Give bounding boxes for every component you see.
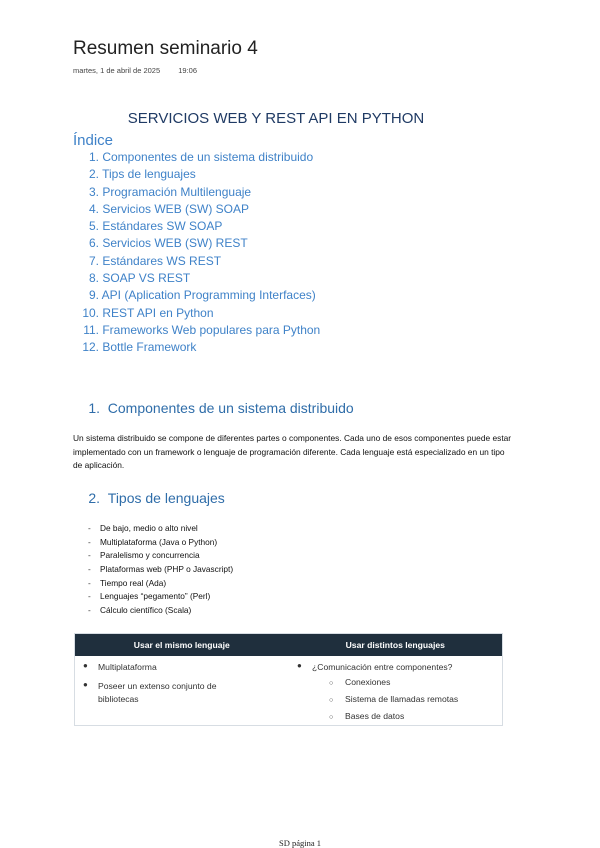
list-item: ● Poseer un extenso conjunto de bibliotecas	[83, 680, 217, 704]
section-1-paragraph: Un sistema distribuido se compone de diferentes partes o componentes. Cada uno de esos componentes puede estar implementado con un framework o lenguaje de programación diferente. Cada lenguaje está especializado en un tipo de aplicación.	[73, 433, 512, 470]
list-item: ● Multiplataforma	[83, 661, 157, 672]
list-item: - De bajo, medio o alto nivel	[88, 523, 198, 533]
page-meta	[73, 66, 197, 75]
circle-bullet-icon: ○	[329, 680, 334, 687]
toc-item[interactable]: 9. API (Aplication Programming Interfaces)	[88, 288, 316, 303]
list-item: - Tiempo real (Ada)	[88, 577, 167, 588]
sub-list-item: ○ Bases de datos	[329, 711, 405, 721]
toc-item[interactable]: 4. Servicios WEB (SW) SOAP	[88, 201, 250, 216]
page-date: martes, 1 de abril de 2025	[73, 66, 161, 75]
circle-bullet-icon: ○	[329, 714, 334, 721]
table-body	[75, 656, 502, 726]
toc-item[interactable]: 5. Estándares SW SOAP	[88, 219, 223, 234]
section-1-heading: 1. Componentes de un sistema distribuido	[88, 400, 354, 416]
page-footer: SD página 1	[278, 838, 322, 848]
sub-list-item: ○ Sistema de llamadas remotas	[329, 694, 459, 704]
toc-item[interactable]: 3. Programación Multilenguaje	[88, 184, 252, 199]
page-title: Resumen seminario 4	[73, 38, 258, 59]
table-header-cell: Usar el mismo lenguaje	[133, 640, 230, 650]
toc-item[interactable]: 11. Frameworks Web populares para Python	[83, 322, 321, 337]
list-item: ● ¿Comunicación entre componentes?	[297, 661, 453, 672]
section-2-heading: 2. Tipos de lenguajes	[88, 490, 225, 506]
toc-item[interactable]: 7. Estándares WS REST	[88, 253, 222, 268]
page-time: 19:06	[178, 66, 198, 75]
bullet-icon: ●	[83, 680, 88, 689]
comparison-table	[74, 633, 503, 726]
list-item: - Multiplataforma (Java o Python)	[88, 536, 218, 547]
bullet-icon: ●	[297, 661, 302, 670]
toc-item[interactable]: 1. Componentes de un sistema distribuido	[88, 150, 314, 164]
toc-item[interactable]: 6. Servicios WEB (SW) REST	[88, 236, 248, 251]
sub-list-item: ○ Conexiones	[329, 677, 391, 687]
toc-item[interactable]: 10. REST API en Python	[82, 305, 214, 320]
list-item: - Cálculo científico (Scala)	[88, 605, 192, 616]
list-item: - Plataformas web (PHP o Javascript)	[88, 564, 234, 575]
toc-heading: Índice	[73, 132, 114, 149]
circle-bullet-icon: ○	[329, 697, 334, 704]
table-header-cell: Usar distintos lenguajes	[345, 640, 445, 650]
list-item: - Paralelismo y concurrencia	[88, 550, 200, 561]
table-header	[75, 634, 502, 656]
toc-item[interactable]: 8. SOAP VS REST	[88, 271, 191, 286]
table-of-contents	[73, 150, 320, 358]
bullet-icon: ●	[83, 661, 88, 670]
list-item: - Lenguajes “pegamento” (Perl)	[88, 591, 211, 602]
language-types-list	[88, 523, 233, 619]
document-title: SERVICIOS WEB Y REST API EN PYTHON	[127, 110, 425, 127]
toc-item[interactable]: 12. Bottle Framework	[82, 340, 197, 355]
toc-item[interactable]: 2. Tips de lenguajes	[88, 167, 196, 182]
